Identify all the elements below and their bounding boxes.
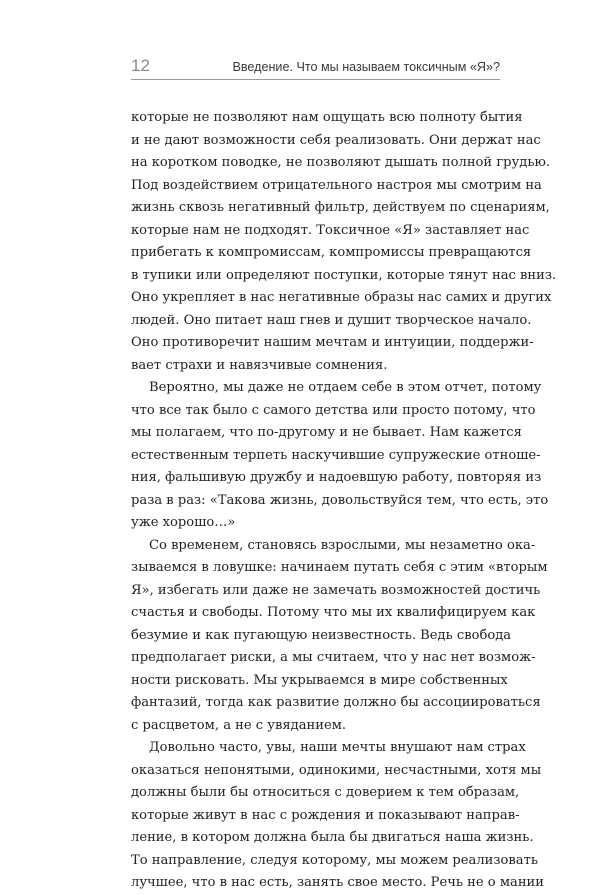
chapter-title: Введение. Что мы называем токсичным «Я»? bbox=[232, 60, 500, 74]
text-line: счастья и свободы. Потому что мы их квалифицируем как bbox=[131, 605, 536, 620]
running-header bbox=[131, 54, 500, 80]
text-line: раза в раз: «Такова жизнь, довольствуйся тем, что есть, это bbox=[131, 492, 549, 508]
text-line: фантазий, тогда как развитие должно бы ассоциироваться bbox=[131, 695, 541, 710]
text-line: вает страхи и навязчивые сомнения. bbox=[131, 357, 388, 373]
text-line: безумие и как пугающую неизвестность. Ведь свобода bbox=[131, 627, 512, 643]
text-line: уже хорошо…» bbox=[131, 515, 236, 530]
text-line: лучшее, что в нас есть, занять свое место. Речь не о мании bbox=[131, 875, 545, 890]
text-line: которые нам не подходят. Токсичное «Я» заставляет нас bbox=[131, 222, 530, 238]
text-line: которые не позволяют нам ощущать всю полноту бытия bbox=[131, 110, 523, 125]
body-text bbox=[131, 107, 557, 895]
text-line: естественным терпеть наскучившие супружеские отноше- bbox=[131, 447, 541, 463]
text-line: должны были бы относиться с доверием к тем образам, bbox=[131, 785, 520, 800]
text-line: и не дают возможности себя реализовать. Они держат нас bbox=[131, 132, 541, 148]
text-line: Под воздействием отрицательного настроя мы смотрим на bbox=[131, 177, 542, 193]
text-line: которые живут в нас с рождения и показывают направ- bbox=[131, 807, 520, 823]
text-line: в тупики или определяют поступки, которые тянут нас вниз. bbox=[131, 267, 557, 283]
text-line: Я», избегать или даже не замечать возможностей достичь bbox=[131, 582, 541, 598]
text-line: Со временем, становясь взрослыми, мы незаметно ока- bbox=[149, 537, 536, 553]
text-line: на коротком поводке, не позволяют дышать полной грудью. bbox=[131, 155, 551, 170]
text-line: оказаться непонятыми, одинокими, несчастными, хотя мы bbox=[131, 762, 542, 778]
text-line: Довольно часто, увы, наши мечты внушают нам страх bbox=[149, 740, 526, 755]
text-line: жизнь сквозь негативный фильтр, действуем по сценариям, bbox=[131, 200, 550, 215]
text-line: с расцветом, а не с увяданием. bbox=[131, 717, 347, 733]
text-line: зываемся в ловушке: начинаем путать себя с этим «вторым bbox=[131, 560, 548, 575]
text-line: прибегать к компромиссам, компромиссы превращаются bbox=[131, 245, 532, 260]
text-line: То направление, следуя которому, мы можем реализовать bbox=[131, 852, 538, 868]
text-line: людей. Оно питает наш гнев и душит творческое начало. bbox=[131, 312, 532, 328]
text-line: ности рисковать. Мы укрываемся в мире собственных bbox=[131, 672, 508, 688]
header-rule bbox=[131, 79, 500, 80]
text-line: Оно противоречит нашим мечтам и интуиции, поддержи- bbox=[131, 335, 534, 350]
text-line: ния, фальшивую дружбу и надоевшую работу, повторяя из bbox=[131, 470, 542, 485]
text-line: мы полагаем, что по-другому и не бывает. Нам кажется bbox=[131, 425, 522, 440]
text-line: что все так было с самого детства или просто потому, что bbox=[131, 402, 536, 418]
text-line: Оно укрепляет в нас негативные образы нас самих и других bbox=[131, 290, 552, 305]
text-line: Вероятно, мы даже не отдаем себе в этом отчет, потому bbox=[149, 380, 542, 395]
text-line: ление, в котором должна была бы двигаться наша жизнь. bbox=[131, 830, 534, 845]
text-line: предполагает риски, а мы считаем, что у нас нет возмож- bbox=[131, 650, 536, 665]
page-number: 12 bbox=[131, 56, 150, 75]
